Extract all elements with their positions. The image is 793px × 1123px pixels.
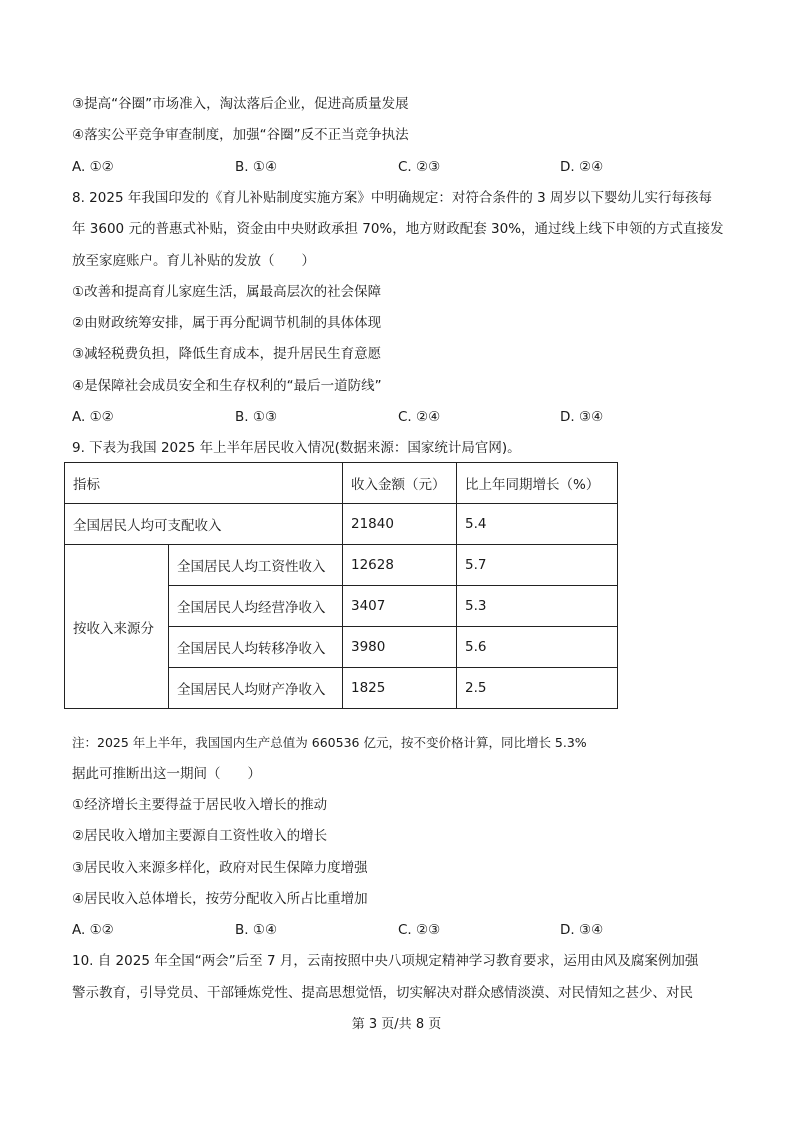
q8-option-2: ②由财政统筹安排，属于再分配调节机制的具体体现 bbox=[72, 315, 382, 331]
income-table bbox=[64, 462, 618, 709]
q9-stem-line-2: 据此可推断出这一期间（ ） bbox=[72, 766, 261, 782]
q9-table-note: 注：2025 年上半年，我国国内生产总值为 660536 亿元，按不变价格计算，同比增长 5.3% bbox=[72, 735, 587, 750]
choice-a: A. ①② bbox=[72, 409, 114, 425]
q9-stem-line-1: 9. 下表为我国 2025 年上半年居民收入情况(数据来源：国家统计局官网)。 bbox=[72, 440, 521, 456]
choice-a: A. ①② bbox=[72, 159, 114, 175]
table-header-row bbox=[65, 463, 618, 504]
q10-stem-line-1: 10. 自 2025 年全国“两会”后至 7 月，云南按照中央八项规定精神学习教育要求，运用由风及腐案例加强 bbox=[72, 953, 699, 969]
q8-option-3: ③减轻税费负担，降低生育成本，提升居民生育意愿 bbox=[72, 346, 382, 362]
choice-b: B. ①④ bbox=[235, 922, 278, 938]
q9-option-4: ④居民收入总体增长，按劳分配收入所占比重增加 bbox=[72, 891, 368, 907]
q8-option-4: ④是保障社会成员安全和生存权利的“最后一道防线” bbox=[72, 378, 382, 394]
q8-stem-line-1: 8. 2025 年我国印发的《育儿补贴制度实施方案》中明确规定：对符合条件的 3 周岁以下婴幼儿实行每孩每 bbox=[72, 190, 712, 206]
row-amount: 1825 bbox=[343, 668, 457, 709]
q8-stem-line-2: 年 3600 元的普惠式补贴，资金由中央财政承担 70%，地方财政配套 30%，通过线上线下申领的方式直接发 bbox=[72, 221, 724, 237]
choice-a: A. ①② bbox=[72, 922, 114, 938]
choice-b: B. ①④ bbox=[235, 159, 278, 175]
q9-option-1: ①经济增长主要得益于居民收入增长的推动 bbox=[72, 797, 328, 813]
row-amount: 3980 bbox=[343, 627, 457, 668]
row-amount: 21840 bbox=[343, 504, 457, 545]
q9-option-2: ②居民收入增加主要源自工资性收入的增长 bbox=[72, 828, 328, 844]
row-growth: 5.3 bbox=[457, 586, 618, 627]
q8-stem-line-3: 放至家庭账户。育儿补贴的发放（ ） bbox=[72, 253, 315, 269]
choice-c: C. ②③ bbox=[398, 922, 441, 938]
row-label: 全国居民人均可支配收入 bbox=[65, 504, 343, 545]
header-growth: 比上年同期增长（%） bbox=[457, 463, 618, 504]
row-label: 全国居民人均转移净收入 bbox=[169, 627, 343, 668]
row-label: 全国居民人均经营净收入 bbox=[169, 586, 343, 627]
choice-d: D. ③④ bbox=[560, 409, 604, 425]
row-growth: 5.7 bbox=[457, 545, 618, 586]
row-label: 全国居民人均财产净收入 bbox=[169, 668, 343, 709]
header-amount: 收入金额（元） bbox=[343, 463, 457, 504]
row-label: 全国居民人均工资性收入 bbox=[169, 545, 343, 586]
q7-option-4: ④落实公平竞争审查制度，加强“谷圈”反不正当竞争执法 bbox=[72, 127, 409, 143]
choice-d: D. ③④ bbox=[560, 922, 604, 938]
q9-option-3: ③居民收入来源多样化，政府对民生保障力度增强 bbox=[72, 860, 368, 876]
q10-stem-line-2: 警示教育，引导党员、干部锤炼党性、提高思想觉悟，切实解决对群众感情淡漠、对民情知之甚少、对民 bbox=[72, 985, 693, 1001]
group-label: 按收入来源分 bbox=[65, 545, 169, 709]
choice-c: C. ②③ bbox=[398, 159, 441, 175]
row-amount: 3407 bbox=[343, 586, 457, 627]
row-amount: 12628 bbox=[343, 545, 457, 586]
choice-d: D. ②④ bbox=[560, 159, 604, 175]
table-row bbox=[65, 504, 618, 545]
choice-c: C. ②④ bbox=[398, 409, 441, 425]
row-growth: 5.4 bbox=[457, 504, 618, 545]
header-indicator: 指标 bbox=[65, 463, 343, 504]
q7-option-3: ③提高“谷圈”市场准入，淘汰落后企业，促进高质量发展 bbox=[72, 96, 409, 112]
row-growth: 2.5 bbox=[457, 668, 618, 709]
table-row bbox=[65, 545, 618, 586]
q8-option-1: ①改善和提高育儿家庭生活，属最高层次的社会保障 bbox=[72, 284, 382, 300]
choice-b: B. ①③ bbox=[235, 409, 278, 425]
row-growth: 5.6 bbox=[457, 627, 618, 668]
page-number: 第 3 页/共 8 页 bbox=[351, 1017, 442, 1032]
